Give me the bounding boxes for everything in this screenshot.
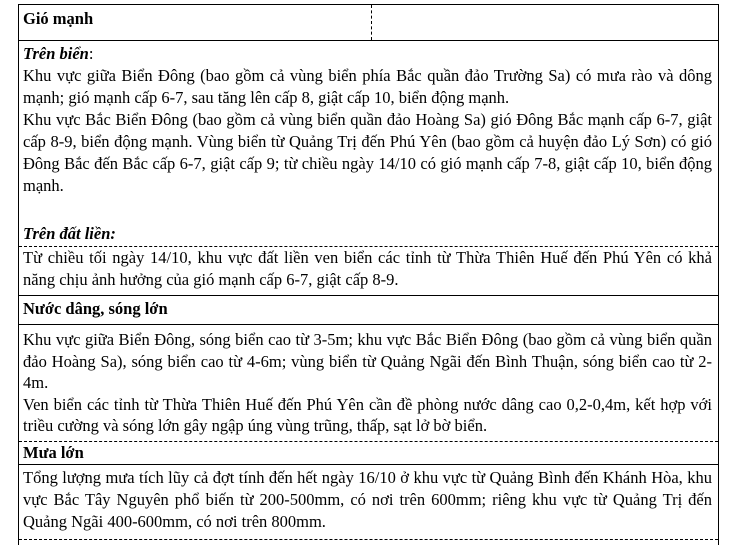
rain-top-divider bbox=[19, 441, 718, 442]
wind-section-title bbox=[19, 9, 718, 41]
land-paragraph: Từ chiều tối ngày 14/10, khu vực đất liền ven biển các tỉnh từ Thừa Thiên Huế đến Phú Yên có khả năng chịu ảnh hưởng của gió mạnh cấp 6-7, giật cấp 8-9. bbox=[23, 248, 712, 289]
sea-subheading: Trên biển: bbox=[23, 44, 94, 63]
bottom-divider bbox=[19, 539, 718, 540]
section-divider bbox=[19, 295, 718, 296]
land-subheading: Trên đất liền: bbox=[23, 224, 116, 243]
wind-section-body bbox=[19, 43, 718, 197]
surge-paragraph-2: Ven biển các tỉnh từ Thừa Thiên Huế đến Phú Yên cần đề phòng nước dâng cao 0,2-0,4m, kết hợp với triều cường và sóng lớn gây ngập úng vùng trũng, thấp, sạt lở bờ biển. bbox=[23, 394, 712, 435]
sea-paragraph-2: Khu vực Bắc Biển Đông (bao gồm cả vùng biển quần đảo Hoàng Sa) gió Đông Bắc mạnh cấp 6-7, giật cấp 8-9, biển động mạnh. Vùng biển từ Quảng Trị đến Phú Yên (bao gồm cả huyện đảo Lý Sơn) có gió Đông Bắc đến Bắc cấp 6-7, giật cấp 9; từ chiều ngày 14/10 có gió mạnh cấp 7-8, giật cấp 10, biển động mạnh. bbox=[23, 110, 712, 195]
surge-title-text: Nước dâng, sóng lớn bbox=[23, 299, 168, 318]
wind-title-text: Gió mạnh bbox=[23, 9, 94, 28]
rain-paragraph-1: Tổng lượng mưa tích lũy cả đợt tính đến hết ngày 16/10 ở khu vực từ Quảng Bình đến Khánh Hòa, khu vực Bắc Tây Nguyên phổ biến từ 200-500mm, có nơi trên 600mm; riêng khu vực từ Quảng Trị đến Quảng Ngãi 400-600mm, có nơi trên 800mm. bbox=[23, 468, 712, 531]
rain-section-body bbox=[19, 467, 718, 533]
land-subsection bbox=[19, 223, 718, 291]
rain-title-text: Mưa lớn bbox=[23, 443, 84, 462]
surge-section-body bbox=[19, 329, 718, 437]
forecast-document bbox=[18, 4, 719, 545]
surge-section-title bbox=[19, 299, 718, 325]
rain-section-title bbox=[19, 443, 718, 465]
surge-paragraph-1: Khu vực giữa Biển Đông, sóng biển cao từ 3-5m; khu vực Bắc Biển Đông (bao gồm cả vùng biển quần đảo Hoàng Sa), sóng biển cao từ 4-6m; vùng biển từ Quảng Ngãi đến Bình Thuận, sóng biển cao từ 2-4m. bbox=[23, 330, 712, 392]
sea-paragraph-1: Khu vực giữa Biển Đông (bao gồm cả vùng biển phía Bắc quần đảo Trường Sa) có mưa rào và dông mạnh; gió mạnh cấp 6-7, sau tăng lên cấp 8, giật cấp 10, biển động mạnh. bbox=[23, 66, 712, 107]
